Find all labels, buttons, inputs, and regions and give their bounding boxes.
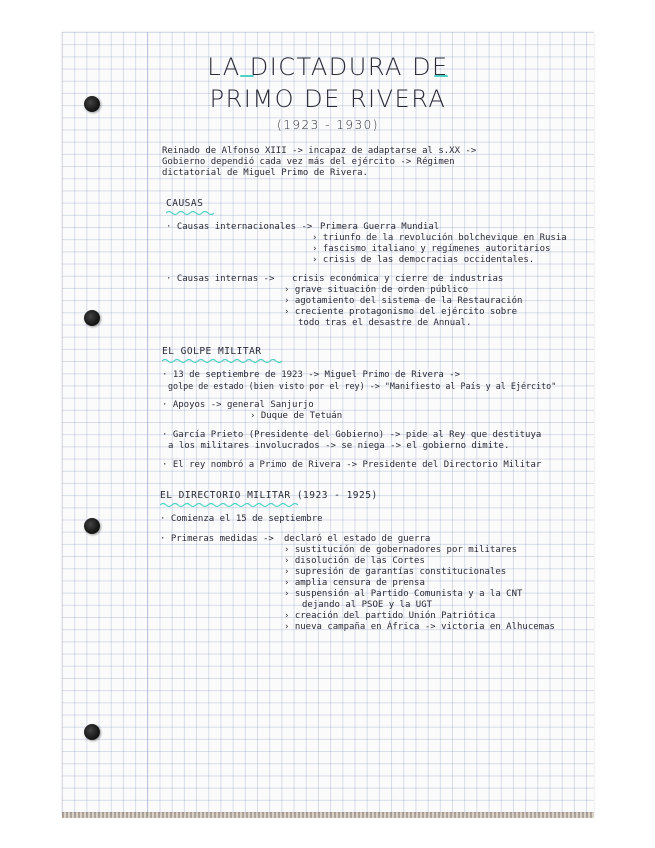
medida-item: › amplia censura de prensa — [284, 578, 425, 588]
section-heading-directorio: EL DIRECTORIO MILITAR (1923 - 1925) — [160, 490, 378, 501]
causa-item: todo tras el desastre de Annual. — [298, 318, 472, 328]
golpe-item: a los militares involucrados -> se niega -> el gobierno dimite. — [168, 441, 510, 451]
intro-line: Reinado de Alfonso XIII -> incapaz de adaptarse al s.XX -> — [162, 146, 477, 156]
medida-item: › disolución de las Cortes — [284, 556, 425, 566]
golpe-item: · El rey nombró a Primo de Rivera -> Presidente del Directorio Militar — [162, 460, 542, 470]
torn-paper-edge — [62, 812, 594, 818]
golpe-item: › Duque de Tetuán — [250, 411, 343, 421]
binder-hole — [84, 310, 100, 326]
medida-item: declaró el estado de guerra — [284, 534, 431, 544]
medida-item: › creación del partido Unión Patriótica — [284, 611, 496, 621]
golpe-item: golpe de estado (bien visto por el rey) -> "Manifiesto al País y al Ejército" — [168, 381, 557, 391]
medida-item: › nueva campaña en África -> victoria en Alhucemas — [284, 622, 555, 632]
section-heading-causas: CAUSAS — [166, 198, 204, 209]
binder-hole — [84, 724, 100, 740]
binder-hole — [84, 518, 100, 534]
golpe-item: · 13 de septiembre de 1923 -> Miguel Primo de Rivera -> — [162, 370, 461, 380]
section-heading-golpe: EL GOLPE MILITAR — [162, 346, 262, 357]
margin-line — [147, 32, 148, 816]
golpe-item: · García Prieto (Presidente del Gobierno) -> pide al Rey que destituya — [162, 430, 542, 440]
medida-item: › sustitución de gobernadores por militares — [284, 545, 517, 555]
heading-underline — [162, 358, 282, 364]
heading-underline — [160, 502, 298, 508]
page-title-line1: LA DICTADURA DE — [207, 53, 449, 81]
intro-line: Gobierno dependió cada vez más del ejército -> Régimen — [162, 157, 455, 167]
medida-item: dejando al PSOE y la UGT — [302, 600, 433, 610]
causa-item: › agotamiento del sistema de la Restauración — [284, 296, 523, 306]
directorio-medidas-label: · Primeras medidas -> — [160, 534, 274, 544]
causa-item: › fascismo italiano y regímenes autoritarios — [312, 244, 551, 254]
notebook-page — [62, 32, 594, 816]
causa-item: › creciente protagonismo del ejército sobre — [284, 307, 517, 317]
page-title-dates: (1923 - 1930) — [277, 118, 379, 132]
golpe-item: · Apoyos -> general Sanjurjo — [162, 400, 314, 410]
page-title-line2: PRIMO DE RIVERA — [209, 85, 447, 113]
causa-item: Primera Guerra Mundial — [320, 222, 440, 232]
heading-underline — [166, 210, 214, 216]
causas-internas-label: · Causas internas -> — [166, 274, 275, 284]
causa-item: crisis económica y cierre de industrias — [292, 274, 504, 284]
directorio-comienza: · Comienza el 15 de septiembre — [160, 514, 323, 524]
medida-item: › suspensión al Partido Comunista y a la CNT — [284, 589, 523, 599]
causas-internacionales-label: · Causas internacionales -> — [166, 222, 313, 232]
causa-item: › crisis de las democracias occidentales. — [312, 255, 535, 265]
medida-item: › supresión de garantías constitucionales — [284, 567, 507, 577]
causa-item: › grave situación de orden público — [284, 285, 469, 295]
intro-line: dictatorial de Miguel Primo de Rivera. — [162, 168, 368, 178]
causa-item: › triunfo de la revolución bolchevique en Rusia — [312, 233, 567, 243]
